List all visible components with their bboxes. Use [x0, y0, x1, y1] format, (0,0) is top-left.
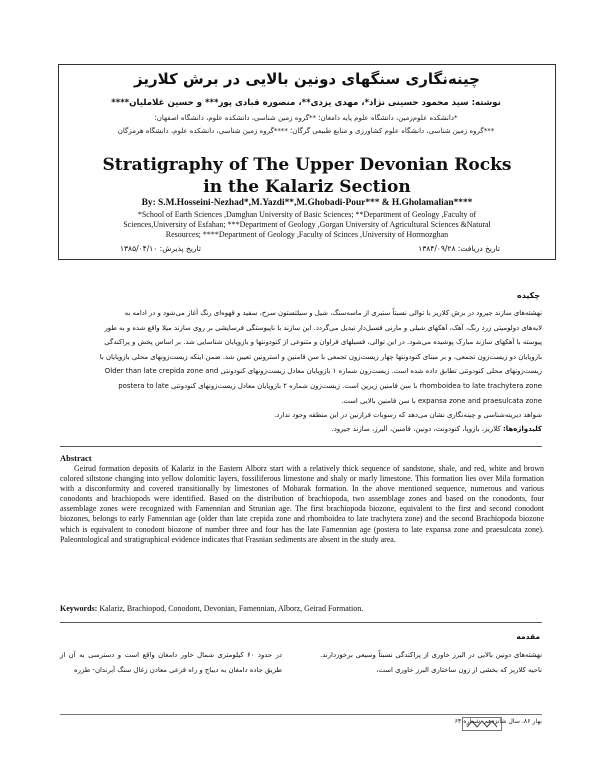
english-title-line: in the Kalariz Section — [203, 177, 411, 197]
persian-abstract-line: expansa zone and praesulcata zone با سن فامنین بالایی است. — [341, 396, 542, 405]
date-accepted: تاریخ پذیرش: ۱۳۸۵/۰۴/۱۰ — [120, 244, 201, 253]
persian-keywords-text: کلاریز، بازوپا، کنودونت، دونین، فامنین، البرز، سازند جیرود. — [331, 425, 501, 433]
english-keywords — [60, 604, 544, 613]
persian-authors: نوشته: سید محمود حسینی نژاد*، مهدی یزدی**، منصوره قبادی پور*** و حسین غلاملیان**** — [111, 98, 501, 108]
journal-logo-icon — [462, 717, 502, 731]
persian-keywords-label: کلیدواژه‌ها: — [502, 425, 542, 433]
introduction-left-column: در حدود ۶۰ کیلومتری شمال خاور دامغان واقع است و دسترسی به آن از طریق جاده دامغان به دیباج و راه فرعی معادن زغال سنگ آبرندان- طزره — [60, 651, 282, 674]
journal-footer — [320, 718, 542, 725]
persian-affiliation-line: *دانشکده علوم‌زمین، دانشگاه علوم پایه دامغان؛ **گروه زمین شناسی، دانشکده علوم، دانشگاه اصفهان؛ — [154, 114, 458, 122]
english-affiliation-line: Sciences,University of Esfahan; ***Department of Geology ,Gorgan University of Agricultural Sciences &Natural — [123, 220, 491, 229]
introduction-heading: مقدمه — [516, 632, 540, 641]
english-affiliation-line: Resources; ****Department of Geology ,Faculty of Scinces ,University of Hormozghan — [165, 230, 449, 239]
persian-abstract-line: rhomboidea to late trachytera zone با سن فامنین زیرین است. زیست‌زون شماره ۲ بازوپایان معادل زیست‌زونهای کنودونتی postera to late — [118, 381, 542, 390]
english-authors: By: S.M.Hosseini-Nezhad*,M.Yazdi**,M.Ghobadi-Pour*** & H.Gholamalian**** — [141, 198, 473, 208]
article-dates — [120, 244, 500, 253]
english-title — [62, 154, 552, 198]
section-divider — [60, 622, 542, 623]
persian-abstract-heading: چکیده — [516, 291, 540, 300]
journal-issue-info: بهار ۸۶، سال شانزدهم، شماره ۶۳ — [454, 718, 542, 725]
date-received: تاریخ دریافت: ۱۳۸۴/۰۹/۲۸ — [418, 244, 500, 253]
persian-abstract — [60, 306, 542, 423]
english-affiliation-line: *School of Earth Sciences ,Damghan University of Basic Sciences; **Department of Geology ,Faculty of — [137, 210, 477, 219]
section-divider — [60, 446, 542, 447]
persian-keywords — [200, 425, 542, 433]
english-affiliations — [66, 210, 548, 240]
persian-abstract-line: شواهد دیرینه‌شناسی و چینه‌نگاری نشان می‌دهد که رسوبات فرازنین در این منطقه وجود ندارد. — [274, 411, 542, 420]
english-abstract-heading: Abstract — [60, 453, 92, 463]
persian-abstract-line: زیست‌زونهای محلی کنودونتی تطابق داده شده است. زیست‌زون شماره ۱ بازوپایان معادل زیست‌زونهای کنودونتی Older than late crepida zone and — [104, 367, 542, 376]
english-title-line: Stratigraphy of The Upper Devonian Rocks — [102, 155, 512, 175]
english-abstract: Geirud formation deposits of Kalariz in the Eastern Alborz start with a relatively thick sequence of sandstone, shale, and red, white and brown colored siltstone changing into yellow dolomitic layers, fossiliferous limestone and shaly or marly limestone. This formation lies over Mila formation with a disconformity and covered transitionally by limestones of Mobarak formation. In the above mentioned sequence, numerous and various conodonts and brachiopods were identified. Based on the distribution of brachiopoda, two assemblage zones and based on the conodonts, four assemblage zones were recognized with Famennian and Strunian age. The first brachiopoda biozone, equivalent to the first and second conodont biozones, belongs to early Famennian age (older than late crepida zone and rhomboidea to late trachytera zone) and the second Brachiopoda biozone which is equivalent to conodont biozone of number three and four has the late Famennian age (postera to late expansa zone and praesulcata zone). Paleontological and stratigraphical evidence indicates that Frasnian sediments are absent in the study area. — [60, 464, 544, 544]
english-keywords-text: Kalariz, Brachiopod, Conodont, Devonian, Famennian, Alborz, Geirad Formation. — [99, 604, 364, 613]
persian-abstract-line: نهشته‌های سازند جیرود در برش کلاریز با توالی نسبتاً ستبری از ماسه‌سنگ، شیل و سیلتستون سرخ، سفید و قهوه‌ای رنگ آغاز می‌شود و در ادامه به — [124, 309, 542, 317]
persian-abstract-line: لایه‌های دولومیتی زرد رنگ، آهک، آهکهای شیلی و مارنی فسیل‌دار تبدیل می‌گردد. این سازند با ناپیوستگی فرسایشی بر روی سازند میلا واقع شده و به طور — [104, 323, 542, 332]
english-keywords-label: Keywords: — [60, 604, 98, 613]
persian-abstract-line: بازوپایان دو زیست‌زون تجمعی، و بر مبنای کنودونتها چهار زیست‌زون تجمعی با سن فامنین و استرونین تعیین شد. ضمن اینکه زیست‌زونهای محلی بازوپایان با — [99, 352, 542, 361]
footer-divider — [60, 714, 542, 715]
persian-affiliation-line: ***گروه زمین شناسی، دانشگاه علوم کشاورزی و منابع طبیعی گرگان؛ ****گروه زمین شناسی، دانشکده علوم، دانشگاه هرمزگان — [117, 127, 495, 135]
introduction-right-column: نهشته‌های دونین بالایی در البرز خاوری از پراکندگی نسبتاً وسیعی برخوردارند. ناحیه کلاریز که بخشی از زون ساختاری البرز خاوری است، — [320, 651, 542, 674]
persian-title: چینه‌نگاری سنگهای دونین بالایی در برش کلاریز — [134, 70, 480, 88]
persian-abstract-line: پیوسته با آهکهای سازند مبارک پوشیده می‌شود. در این توالی، فسیلهای فراوان و متنوعی از کنودونتها و بازوپایان شناسایی شد. بر اساس پخش و پراکندگی — [104, 338, 542, 347]
